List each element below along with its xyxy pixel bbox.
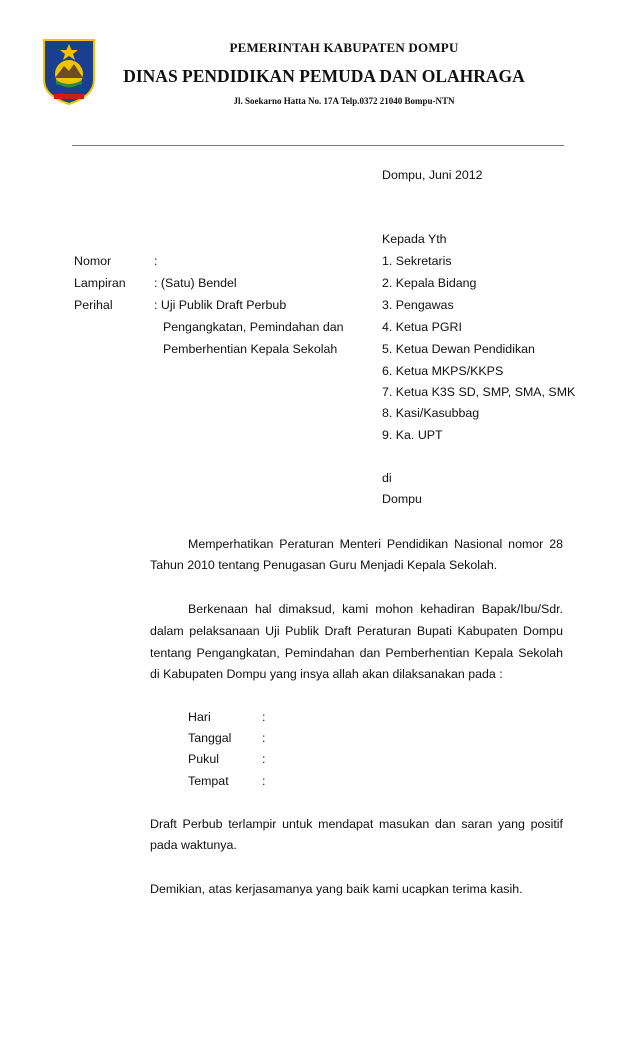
paragraph-line: Draft Perbub terlampir untuk mendapat masukan dan saran yang positif [150, 817, 563, 831]
meta-label-lampiran: Lampiran [74, 276, 126, 290]
meta-label-perihal: Perihal [74, 298, 113, 312]
recipient-item: 5. Ketua Dewan Pendidikan [382, 342, 535, 356]
schedule-label-tanggal: Tanggal [188, 731, 232, 745]
recipient-di: di [382, 471, 392, 485]
schedule-label-hari: Hari [188, 710, 211, 724]
recipient-item: 6. Ketua MKPS/KKPS [382, 364, 504, 378]
paragraph-line: di Kabupaten Dompu yang insya allah akan dilaksanakan pada : [150, 667, 503, 681]
recipient-city: Dompu [382, 492, 422, 506]
perihal-continued: Pengangkatan, Pemindahan dan [163, 320, 344, 334]
schedule-label-tempat: Tempat [188, 774, 229, 788]
recipients-heading: Kepada Yth [382, 232, 447, 246]
meta-value-perihal: : Uji Publik Draft Perbub [154, 298, 287, 312]
perihal-continued: Pemberhentian Kepala Sekolah [163, 342, 338, 356]
paragraph-line: pada waktunya. [150, 838, 237, 852]
paragraph-line: Berkenaan hal dimaksud, kami mohon kehadiran Bapak/Ibu/Sdr. [188, 602, 563, 616]
paragraph-line: Memperhatikan Peraturan Menteri Pendidikan Nasional nomor 28 [188, 537, 563, 551]
schedule-label-pukul: Pukul [188, 752, 219, 766]
meta-label-nomor: Nomor [74, 254, 112, 268]
recipient-item: 9. Ka. UPT [382, 428, 443, 442]
recipient-item: 1. Sekretaris [382, 254, 452, 268]
schedule-colon: : [262, 710, 266, 724]
recipient-item: 4. Ketua PGRI [382, 320, 462, 334]
letterhead-divider [72, 145, 564, 146]
schedule-colon: : [262, 731, 266, 745]
paragraph-line: dalam pelaksanaan Uji Publik Draft Peraturan Bupati Kabupaten Dompu [150, 624, 563, 638]
government-name: PEMERINTAH KABUPATEN DOMPU [229, 40, 459, 55]
schedule-colon: : [262, 752, 266, 766]
recipient-item: 8. Kasi/Kasubbag [382, 406, 480, 420]
recipient-item: 2. Kepala Bidang [382, 276, 477, 290]
department-address: Jl. Soekarno Hatta No. 17A Telp.0372 21040 Bompu-NTN [233, 96, 455, 106]
department-name: DINAS PENDIDIKAN PEMUDA DAN OLAHRAGA [123, 66, 525, 86]
recipient-item: 3. Pengawas [382, 298, 454, 312]
paragraph-line: tentang Pengangkatan, Pemindahan dan Pemberhentian Kepala Sekolah [150, 646, 563, 660]
meta-value-nomor: : [154, 254, 158, 268]
closing-line: Demikian, atas kerjasamanya yang baik kami ucapkan terima kasih. [150, 882, 523, 896]
place-date: Dompu, Juni 2012 [382, 168, 483, 182]
paragraph-line: Tahun 2010 tentang Penugasan Guru Menjadi Kepala Sekolah. [150, 558, 498, 572]
meta-value-lampiran: : (Satu) Bendel [154, 276, 237, 290]
schedule-colon: : [262, 774, 266, 788]
recipient-item: 7. Ketua K3S SD, SMP, SMA, SMK [382, 385, 576, 399]
